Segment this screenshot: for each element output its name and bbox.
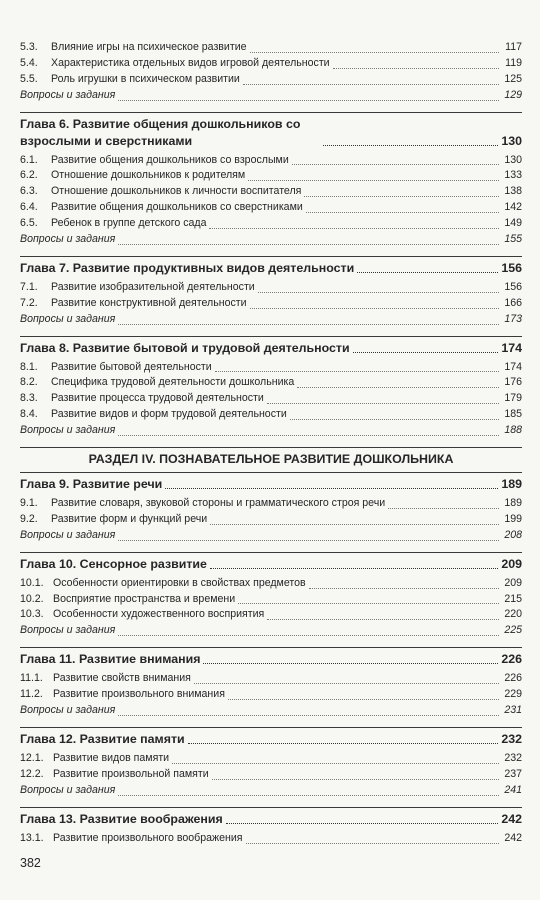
entry-page: 215 bbox=[504, 592, 522, 605]
entry-page: 176 bbox=[504, 376, 522, 389]
chapter-page: 242 bbox=[501, 811, 522, 826]
chapter-heading[interactable] bbox=[20, 116, 522, 150]
chapter-page: 156 bbox=[501, 260, 522, 275]
entry-number: 12.2. bbox=[20, 767, 44, 780]
toc-entry-questions[interactable] bbox=[20, 703, 522, 719]
chapter-title: Глава 8. Развитие бытовой и трудовой деятельности bbox=[20, 340, 350, 355]
entry-title: Вопросы и задания bbox=[20, 233, 116, 245]
entry-title: Развитие произвольного воображения bbox=[53, 831, 243, 844]
dot-leader bbox=[226, 822, 499, 824]
entry-page: 220 bbox=[504, 608, 522, 621]
entry-number: 6.1. bbox=[20, 153, 38, 166]
toc-entry-questions[interactable] bbox=[20, 623, 522, 639]
entry-number: 6.2. bbox=[20, 169, 38, 182]
entry-title: Восприятие пространства и времени bbox=[53, 592, 236, 605]
entry-number: 11.2. bbox=[20, 688, 43, 701]
chapter-title: Глава 7. Развитие продуктивных видов деятельности bbox=[20, 260, 355, 275]
dot-leader bbox=[194, 682, 499, 684]
toc-entry-questions[interactable] bbox=[20, 783, 522, 799]
toc-entry[interactable] bbox=[20, 607, 522, 623]
chapter-6-entries bbox=[20, 153, 522, 248]
dot-leader bbox=[203, 662, 498, 664]
entry-page: 149 bbox=[504, 217, 522, 230]
chapter-heading[interactable] bbox=[20, 651, 522, 668]
entry-title: Вопросы и задания bbox=[20, 88, 116, 101]
dot-leader bbox=[267, 402, 499, 404]
chapter-8 bbox=[20, 336, 522, 357]
entry-page: 142 bbox=[504, 201, 522, 214]
entry-title: Развитие процесса трудовой деятельности bbox=[51, 392, 264, 405]
entry-title: Развитие изобразительной деятельности bbox=[51, 280, 255, 293]
entry-page: 237 bbox=[504, 767, 522, 780]
entry-number: 7.2. bbox=[20, 296, 38, 309]
toc-entry[interactable] bbox=[20, 375, 522, 391]
dot-leader bbox=[306, 211, 499, 213]
dot-leader bbox=[388, 507, 499, 509]
dot-leader bbox=[118, 243, 499, 245]
toc-entry[interactable] bbox=[20, 496, 522, 512]
dot-leader bbox=[172, 762, 499, 764]
entry-page: 229 bbox=[504, 688, 522, 701]
dot-leader bbox=[209, 227, 499, 229]
chapter-7 bbox=[20, 256, 522, 277]
chapter-11 bbox=[20, 647, 522, 668]
dot-leader bbox=[357, 271, 498, 273]
chapter-10-entries bbox=[20, 576, 522, 640]
entry-number: 10.1. bbox=[20, 576, 44, 589]
chapter-8-entries bbox=[20, 360, 522, 439]
entry-title: Специфика трудовой деятельности дошкольника bbox=[51, 376, 295, 389]
chapter-11-entries bbox=[20, 671, 522, 719]
entry-page: 208 bbox=[504, 528, 522, 541]
dot-leader bbox=[210, 523, 499, 525]
dot-leader bbox=[118, 714, 499, 716]
chapter-title: Глава 9. Развитие речи bbox=[20, 477, 163, 492]
entry-page: 133 bbox=[504, 169, 522, 182]
toc-entry[interactable] bbox=[20, 360, 522, 376]
entry-title: Развитие конструктивной деятельности bbox=[51, 296, 247, 309]
dot-leader bbox=[333, 67, 499, 69]
toc-entry[interactable] bbox=[20, 216, 522, 232]
entry-number: 5.3. bbox=[20, 40, 38, 53]
dot-leader bbox=[267, 618, 499, 620]
dot-leader bbox=[297, 386, 499, 388]
chapter-heading[interactable] bbox=[20, 340, 522, 357]
entry-title: Роль игрушки в психическом развитии bbox=[51, 72, 240, 85]
entry-number: 13.1. bbox=[20, 831, 44, 844]
toc-entry[interactable] bbox=[20, 296, 522, 312]
chapter-title: Глава 12. Развитие памяти bbox=[20, 731, 185, 746]
entry-title: Развитие общения дошкольников со взрослыми bbox=[51, 153, 289, 166]
entry-page: 156 bbox=[504, 280, 522, 293]
entry-title: Вопросы и задания bbox=[20, 424, 116, 437]
chapter-heading[interactable] bbox=[20, 260, 522, 277]
entry-number: 9.1. bbox=[20, 497, 38, 510]
chapter-12 bbox=[20, 727, 522, 748]
entry-title: Вопросы и задания bbox=[20, 783, 116, 796]
entry-number: 6.4. bbox=[20, 201, 38, 214]
entry-page: 232 bbox=[504, 751, 522, 764]
entry-number: 5.5. bbox=[20, 72, 38, 85]
entry-page: 179 bbox=[504, 392, 522, 405]
entry-page: 189 bbox=[504, 497, 522, 510]
dot-leader bbox=[212, 778, 499, 780]
toc-entry[interactable] bbox=[20, 56, 522, 72]
dot-leader bbox=[246, 842, 500, 844]
entry-title: Развитие видов и форм трудовой деятельности bbox=[51, 408, 287, 421]
chapter-6 bbox=[20, 112, 522, 150]
entry-page: 138 bbox=[504, 185, 522, 198]
dot-leader bbox=[118, 99, 499, 101]
chapter-page: 189 bbox=[501, 477, 522, 492]
entry-title: Особенности художественного восприятия bbox=[53, 608, 265, 621]
entry-title: Развитие произвольной памяти bbox=[53, 767, 209, 780]
dot-leader bbox=[292, 163, 499, 165]
entry-page: 155 bbox=[504, 233, 522, 245]
entry-number: 9.2. bbox=[20, 512, 38, 525]
entry-number: 7.1. bbox=[20, 280, 38, 293]
entry-title: Развитие общения дошкольников со сверстниками bbox=[51, 201, 303, 214]
toc-entry[interactable] bbox=[20, 200, 522, 216]
dot-leader bbox=[188, 742, 499, 744]
chapter-title: Глава 13. Развитие воображения bbox=[20, 811, 223, 826]
chapter-page: 209 bbox=[501, 556, 522, 571]
toc-entry[interactable] bbox=[20, 671, 522, 687]
entry-number: 10.2. bbox=[20, 592, 44, 605]
chapter-page: 226 bbox=[501, 652, 522, 667]
chapter-title: Глава 10. Сенсорное развитие bbox=[20, 556, 207, 571]
entry-page: 209 bbox=[504, 576, 522, 589]
toc-entry[interactable] bbox=[20, 576, 522, 592]
chapter-heading[interactable] bbox=[20, 476, 522, 493]
toc-entry[interactable] bbox=[20, 153, 522, 169]
dot-leader bbox=[215, 370, 499, 372]
entry-page: 199 bbox=[504, 512, 522, 525]
entry-title: Развитие свойств внимания bbox=[53, 672, 191, 685]
dot-leader bbox=[323, 144, 498, 146]
chapter-9-entries bbox=[20, 496, 522, 544]
entry-page: 185 bbox=[504, 408, 522, 421]
entry-title: Ребенок в группе детского сада bbox=[51, 217, 207, 230]
entry-title: Отношение дошкольников к родителям bbox=[51, 169, 246, 182]
toc-entry[interactable] bbox=[20, 831, 522, 847]
entry-number: 8.1. bbox=[20, 360, 38, 373]
entry-title: Развитие форм и функций речи bbox=[51, 512, 208, 525]
toc-entry-questions[interactable] bbox=[20, 312, 522, 328]
entry-page: 119 bbox=[505, 56, 522, 69]
dot-leader bbox=[238, 602, 499, 604]
entry-number: 11.1. bbox=[20, 672, 43, 685]
entry-page: 188 bbox=[504, 424, 522, 437]
dot-leader bbox=[210, 567, 498, 569]
section-heading[interactable]: РАЗДЕЛ IV. ПОЗНАВАТЕЛЬНОЕ РАЗВИТИЕ ДОШКОЛЬНИКА bbox=[20, 447, 522, 470]
toc-entry[interactable] bbox=[20, 391, 522, 407]
toc-entry-questions[interactable] bbox=[20, 423, 522, 439]
table-of-contents bbox=[20, 40, 522, 847]
entry-number: 6.3. bbox=[20, 185, 38, 198]
chapter-13 bbox=[20, 807, 522, 828]
entry-title: Вопросы и задания bbox=[20, 312, 116, 325]
toc-entry[interactable] bbox=[20, 280, 522, 296]
entry-title: Развитие словаря, звуковой стороны и грамматического строя речи bbox=[51, 497, 386, 510]
chapter-5-continuation bbox=[20, 40, 522, 104]
toc-entry[interactable] bbox=[20, 168, 522, 184]
chapter-13-entries bbox=[20, 831, 522, 847]
toc-entry[interactable] bbox=[20, 767, 522, 783]
toc-entry[interactable] bbox=[20, 687, 522, 703]
toc-entry[interactable] bbox=[20, 72, 522, 88]
entry-page: 130 bbox=[504, 153, 522, 166]
dot-leader bbox=[118, 634, 499, 636]
toc-entry[interactable] bbox=[20, 407, 522, 423]
entry-page: 241 bbox=[504, 783, 522, 796]
toc-entry-questions[interactable] bbox=[20, 88, 522, 104]
dot-leader bbox=[118, 434, 499, 436]
entry-title: Влияние игры на психическое развитие bbox=[51, 40, 247, 53]
dot-leader bbox=[165, 487, 498, 489]
chapter-12-entries bbox=[20, 751, 522, 799]
entry-number: 8.2. bbox=[20, 376, 38, 389]
toc-entry-questions[interactable] bbox=[20, 232, 522, 248]
chapter-7-entries bbox=[20, 280, 522, 328]
dot-leader bbox=[309, 587, 499, 589]
toc-entry-questions[interactable] bbox=[20, 528, 522, 544]
toc-entry[interactable] bbox=[20, 40, 522, 56]
dot-leader bbox=[228, 698, 499, 700]
dot-leader bbox=[258, 291, 499, 293]
entry-title: Характеристика отдельных видов игровой деятельности bbox=[51, 56, 330, 69]
dot-leader bbox=[250, 307, 499, 309]
entry-page: 125 bbox=[504, 72, 522, 85]
entry-title: Вопросы и задания bbox=[20, 528, 116, 541]
entry-title: Развитие видов памяти bbox=[53, 751, 170, 764]
entry-title: Вопросы и задания bbox=[20, 704, 116, 717]
toc-entry[interactable] bbox=[20, 184, 522, 200]
chapter-9 bbox=[20, 472, 522, 493]
chapter-title: Глава 6. Развитие общения дошкольников со взрослыми и сверстниками bbox=[20, 116, 301, 148]
entry-title: Развитие бытовой деятельности bbox=[51, 360, 212, 373]
dot-leader bbox=[118, 539, 499, 541]
dot-leader bbox=[290, 418, 499, 420]
chapter-10 bbox=[20, 552, 522, 573]
chapter-heading[interactable] bbox=[20, 811, 522, 828]
chapter-page: 174 bbox=[501, 340, 522, 355]
dot-leader bbox=[118, 323, 499, 325]
dot-leader bbox=[248, 179, 499, 181]
entry-page: 129 bbox=[504, 88, 522, 101]
entry-number: 6.5. bbox=[20, 217, 38, 230]
entry-page: 242 bbox=[504, 831, 522, 844]
entry-page: 174 bbox=[504, 360, 522, 373]
page-number: 382 bbox=[20, 856, 41, 870]
chapter-page: 232 bbox=[501, 731, 522, 746]
chapter-heading[interactable] bbox=[20, 731, 522, 748]
chapter-page: 130 bbox=[501, 133, 522, 148]
dot-leader bbox=[250, 51, 499, 53]
toc-entry[interactable] bbox=[20, 592, 522, 608]
entry-page: 226 bbox=[504, 672, 522, 685]
entry-page: 173 bbox=[504, 312, 522, 325]
entry-number: 8.3. bbox=[20, 392, 38, 405]
toc-entry[interactable] bbox=[20, 751, 522, 767]
entry-page: 166 bbox=[504, 296, 522, 309]
entry-number: 10.3. bbox=[20, 608, 44, 621]
dot-leader bbox=[304, 195, 499, 197]
entry-page: 117 bbox=[505, 40, 522, 53]
entry-title: Развитие произвольного внимания bbox=[53, 688, 225, 701]
entry-number: 5.4. bbox=[20, 56, 38, 69]
entry-page: 225 bbox=[504, 624, 522, 637]
chapter-title: Глава 11. Развитие внимания bbox=[20, 652, 201, 667]
entry-title: Отношение дошкольников к личности воспитателя bbox=[51, 185, 302, 198]
entry-number: 8.4. bbox=[20, 408, 38, 421]
entry-number: 12.1. bbox=[20, 751, 44, 764]
toc-entry[interactable] bbox=[20, 512, 522, 528]
entry-title: Особенности ориентировки в свойствах предметов bbox=[53, 576, 306, 589]
dot-leader bbox=[353, 351, 499, 353]
chapter-heading[interactable] bbox=[20, 556, 522, 573]
dot-leader bbox=[243, 83, 499, 85]
dot-leader bbox=[118, 794, 499, 796]
entry-page: 231 bbox=[504, 704, 522, 717]
entry-title: Вопросы и задания bbox=[20, 624, 116, 637]
